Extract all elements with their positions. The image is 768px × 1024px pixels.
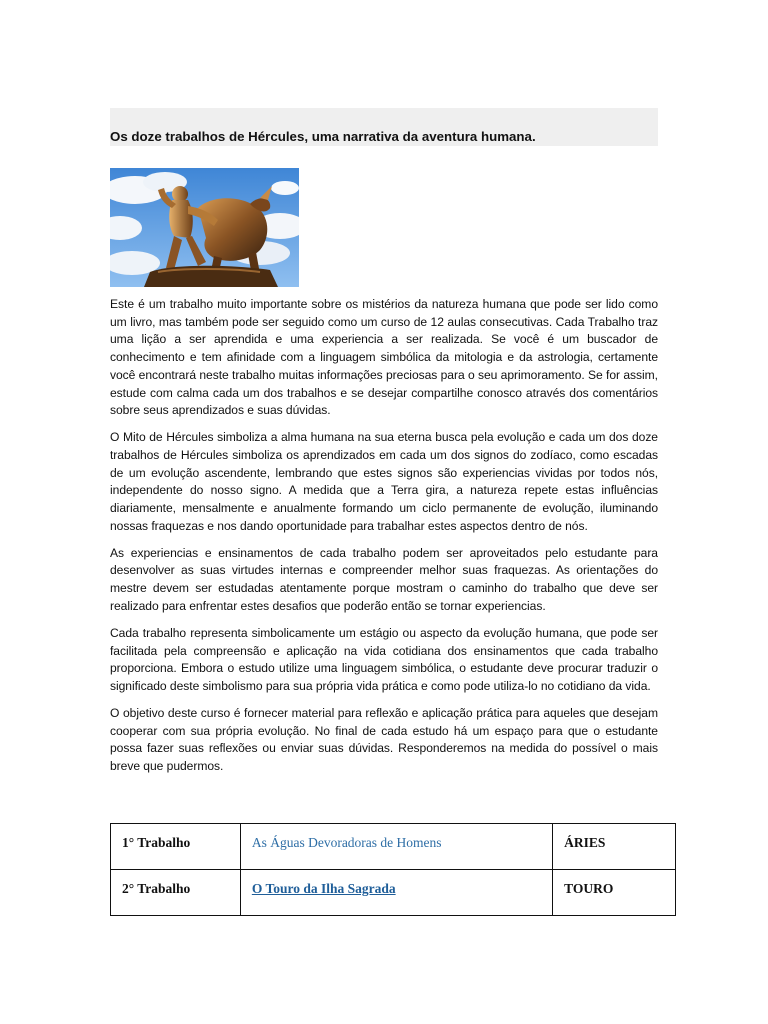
paragraph-1: Este é um trabalho muito importante sobre os mistérios da natureza humana que pode ser lido como um livro, mas também pode ser seguido como um curso de 12 aulas consecutivas. Cada Trabalho traz uma lição a ser aprendida e uma experiencia a ser realizada. Se você é um buscador de conhecimento e tem afinidade com a linguagem simbólica da mitologia e da astrologia, certamente você encontrará neste trabalho muitas informações preciosas para o seu aprimoramento. Se for assim, estude com calma cada um dos trabalhos e se desejar compartilhe conosco através dos comentários sobre seus aprendizados e suas dúvidas. bbox=[110, 297, 658, 418]
paragraph-5: O objetivo deste curso é fornecer material para reflexão e aplicação prática para aqueles que desejam cooperar com sua própria evolução. No final de cada estudo há um espaço para que o estudante possa fazer suas reflexões ou enviar suas dúvidas. Responderemos na medida do possível o mais breve que pudermos. bbox=[110, 705, 658, 774]
body-text bbox=[110, 296, 658, 785]
labor-title-link[interactable]: O Touro da Ilha Sagrada bbox=[251, 881, 396, 896]
labor-number-cell: 1° Trabalho bbox=[111, 824, 241, 870]
paragraph-2: O Mito de Hércules simboliza a alma humana na sua eterna busca pela evolução e cada um dos doze trabalhos de Hércules simboliza os aprendizados em cada um dos signos do zodíaco, como escadas de um evolução ascendente, lembrando que estes signos são experiencias vividas por todos nós, independente do nosso signo. A medida que a Terra gira, a natureza repete estas influências diariamente, mensalmente e anualmente formando um ciclo permanente de evolução, iluminando nossas fraquezas e nos dando oportunidade para trabalhar estes aspectos dentro de nós. bbox=[110, 430, 658, 533]
table-row bbox=[111, 824, 676, 870]
labor-title-cell[interactable] bbox=[240, 824, 552, 870]
zodiac-sign-cell: ÁRIES bbox=[553, 824, 676, 870]
labor-title-cell[interactable] bbox=[240, 870, 552, 916]
page-title: Os doze trabalhos de Hércules, uma narrativa da aventura humana. bbox=[110, 129, 536, 144]
labor-number-cell: 2° Trabalho bbox=[111, 870, 241, 916]
hercules-bull-statue-image bbox=[110, 168, 299, 287]
paragraph-3: As experiencias e ensinamentos de cada trabalho podem ser aproveitados pelo estudante para desenvolver as suas virtudes internas e compreender melhor suas fraquezas. As orientações do mestre devem ser estudadas atentamente porque mostram o caminho do trabalho que deve ser realizado para enfrentar estes desafios que poderão então se tornar experiencias. bbox=[110, 545, 658, 613]
paragraph-4: Cada trabalho representa simbolicamente um estágio ou aspecto da evolução humana, que pode ser facilitada pela compreensão e aplicação na vida cotidiana dos ensinamentos que cada trabalho proporciona. Embora o estudo utilize uma linguagem simbólica, o estudante deve procurar traduzir o significado deste simbolismo para sua própria vida prática e como pode utiliza-lo no cotidiano da vida. bbox=[110, 625, 658, 693]
labors-table bbox=[110, 823, 676, 916]
table-row bbox=[111, 870, 676, 916]
labor-title-link[interactable]: As Águas Devoradoras de Homens bbox=[251, 835, 442, 850]
zodiac-sign-cell: TOURO bbox=[553, 870, 676, 916]
